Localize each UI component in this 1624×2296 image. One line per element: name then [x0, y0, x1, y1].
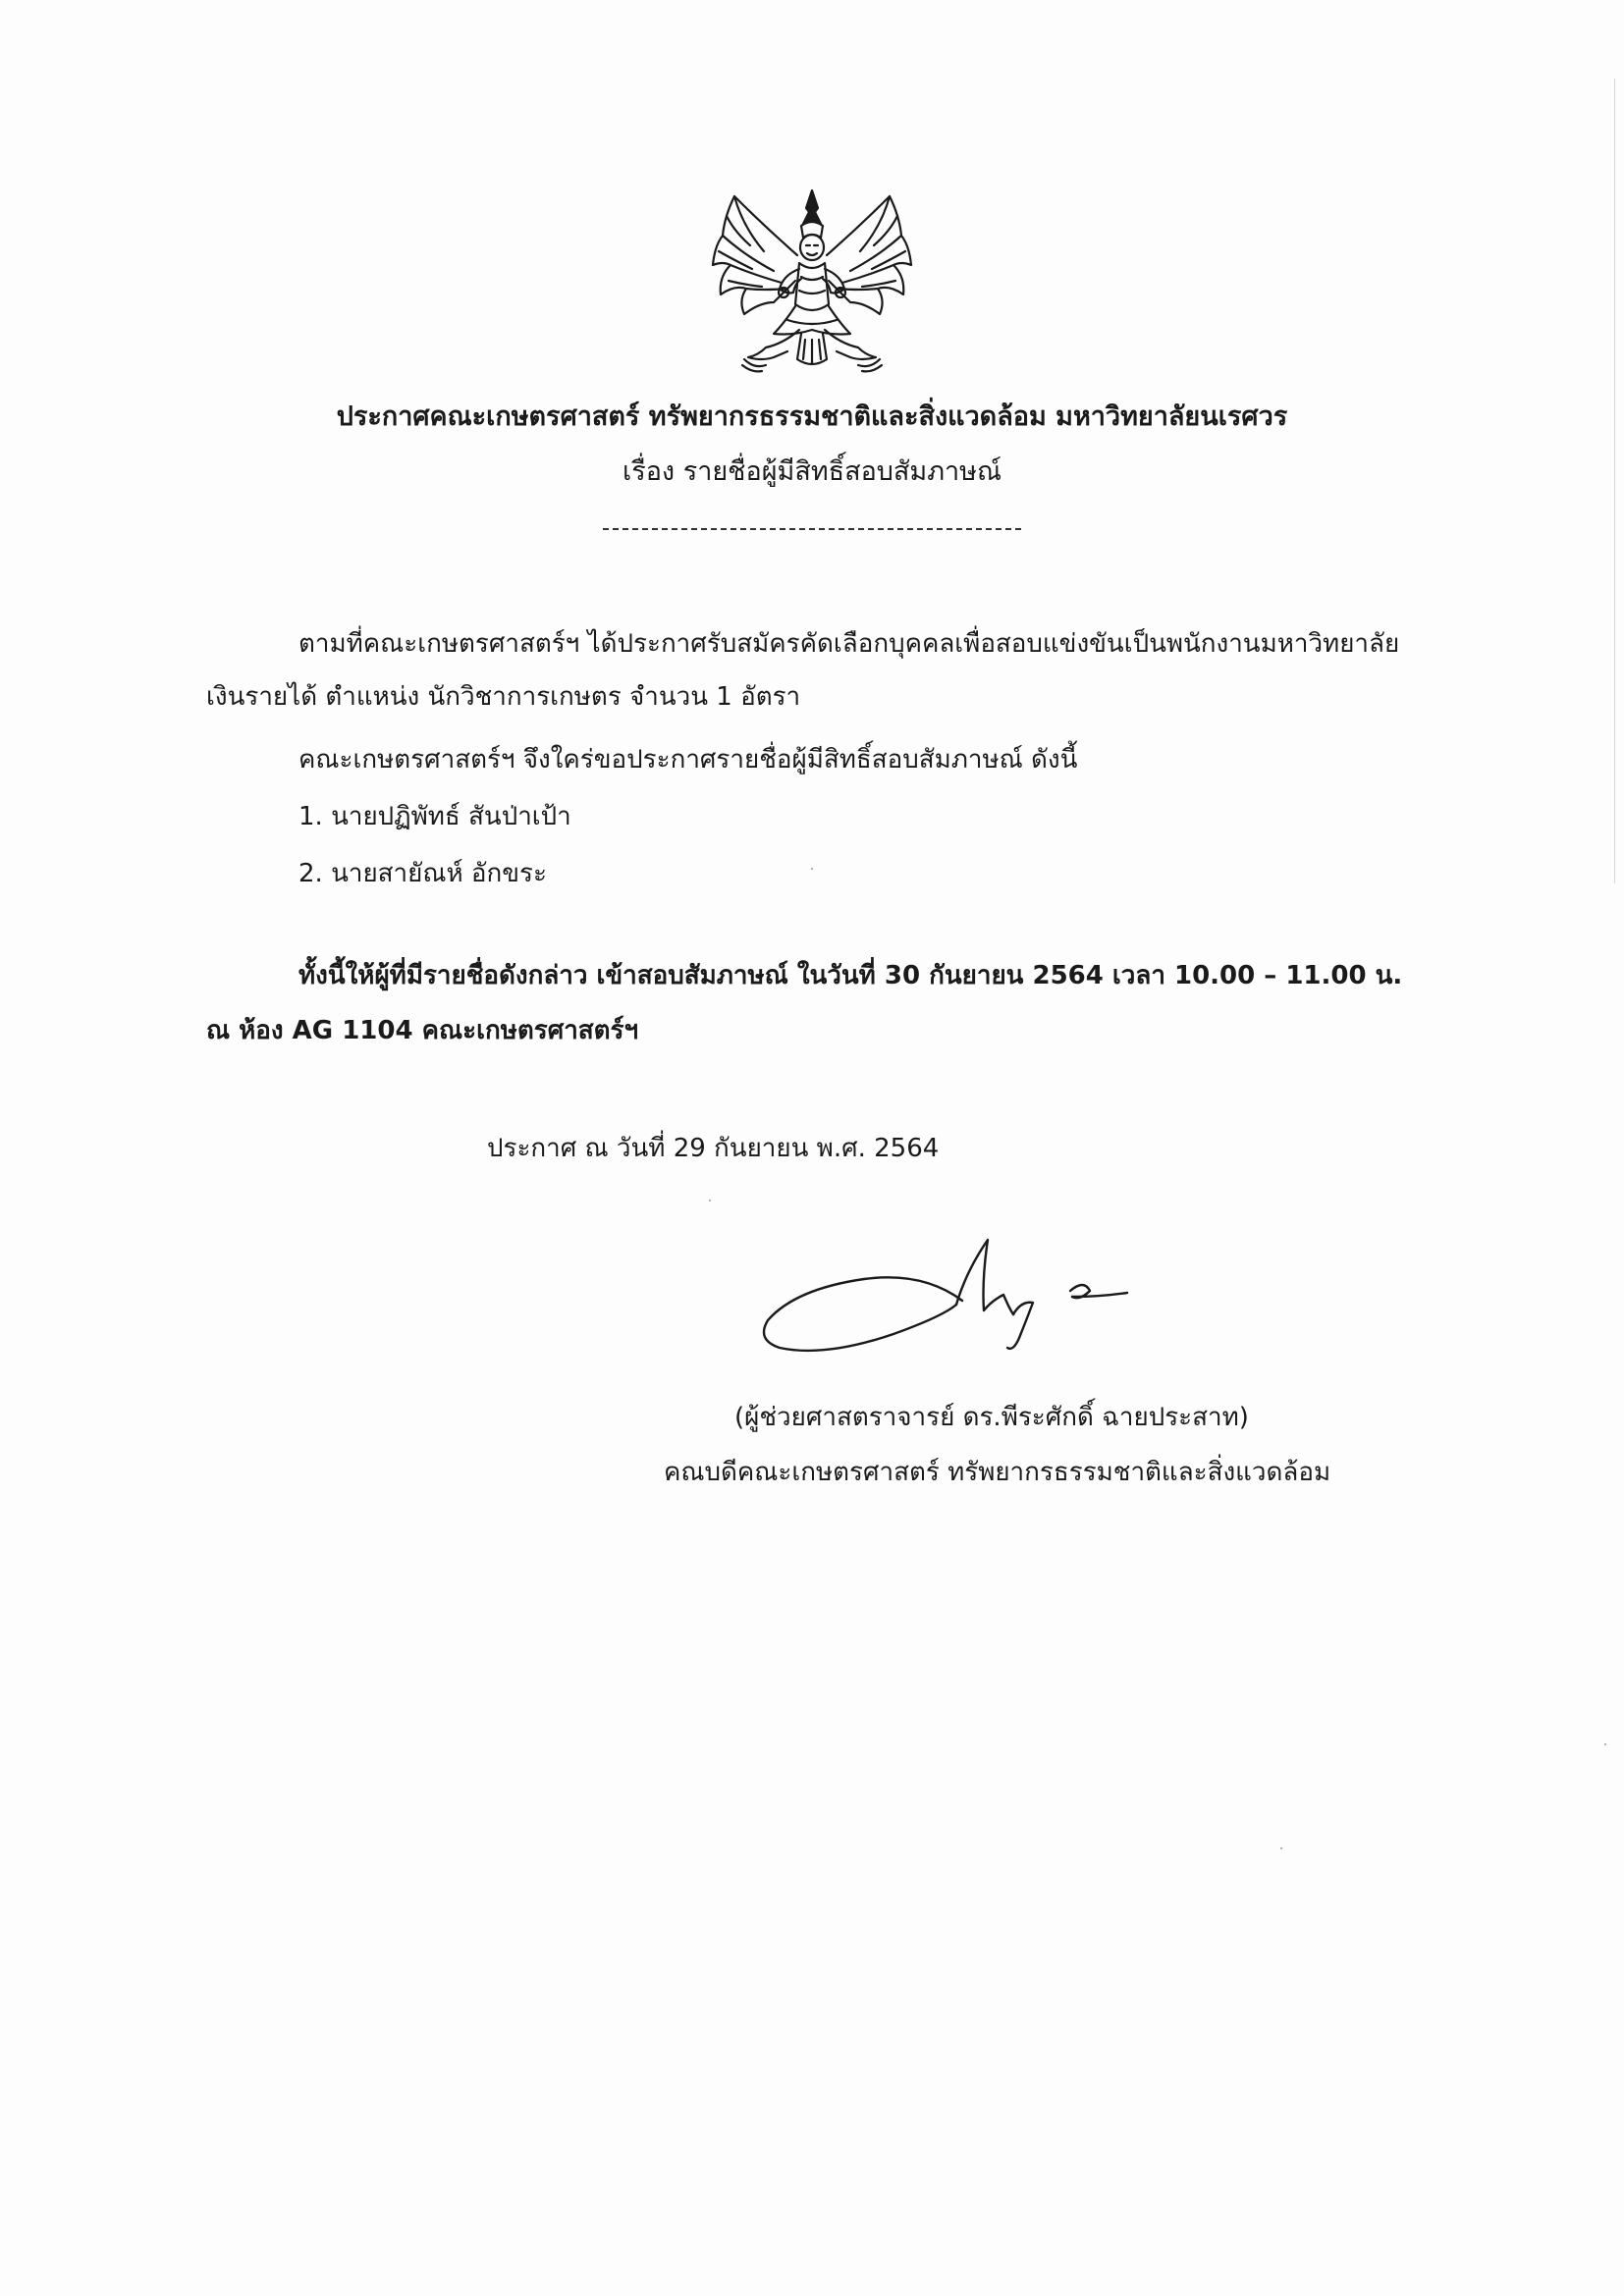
signature-image	[756, 1232, 1149, 1369]
paragraph-3-line-2: ณ ห้อง AG 1104 คณะเกษตรศาสตร์ฯ	[206, 1016, 639, 1045]
scan-speck	[1280, 1847, 1282, 1849]
paragraph-2: คณะเกษตรศาสตร์ฯ จึงใคร่ขอประกาศรายชื่อผู้มีสิทธิ์สอบสัมภาษณ์ ดังนี้	[298, 745, 1078, 774]
candidate-item-2: 2. นายสายัณห์ อักขระ	[298, 859, 547, 888]
candidate-item-1: 1. นายปฏิพัทธ์ สันป่าเป้า	[298, 802, 571, 831]
scan-speck	[811, 868, 813, 870]
paragraph-3-line-1: ทั้งนี้ให้ผู้ที่มีรายชื่อดังกล่าว เข้าสอบสัมภาษณ์ ในวันที่ 30 กันยายน 2564 เวลา 10.00 – 11.00 น.	[298, 961, 1403, 990]
announcement-subject: เรื่อง รายชื่อผู้มีสิทธิ์สอบสัมภาษณ์	[622, 456, 1002, 487]
garuda-emblem-icon	[705, 187, 919, 375]
scan-speck	[1604, 1743, 1606, 1745]
announcement-date: ประกาศ ณ วันที่ 29 กันยายน พ.ศ. 2564	[487, 1134, 940, 1163]
paragraph-1-line-2: เงินรายได้ ตำแหน่ง นักวิชาการเกษตร จำนวน 1 อัตรา	[206, 682, 801, 712]
paragraph-1-line-1: ตามที่คณะเกษตรศาสตร์ฯ ได้ประกาศรับสมัครคัดเลือกบุคคลเพื่อสอบแข่งขันเป็นพนักงานมหาวิทยาลัย	[298, 629, 1400, 659]
title-divider	[603, 528, 1021, 530]
signatory-position: คณบดีคณะเกษตรศาสตร์ ทรัพยากรธรรมชาติและสิ่งแวดล้อม	[664, 1458, 1331, 1487]
signatory-name: (ผู้ช่วยศาสตราจารย์ ดร.พีระศักดิ์ ฉายประสาท)	[734, 1403, 1249, 1432]
announcement-title: ประกาศคณะเกษตรศาสตร์ ทรัพยากรธรรมชาติและสิ่งแวดล้อม มหาวิทยาลัยนเรศวร	[336, 401, 1288, 432]
scan-speck	[709, 1200, 711, 1201]
